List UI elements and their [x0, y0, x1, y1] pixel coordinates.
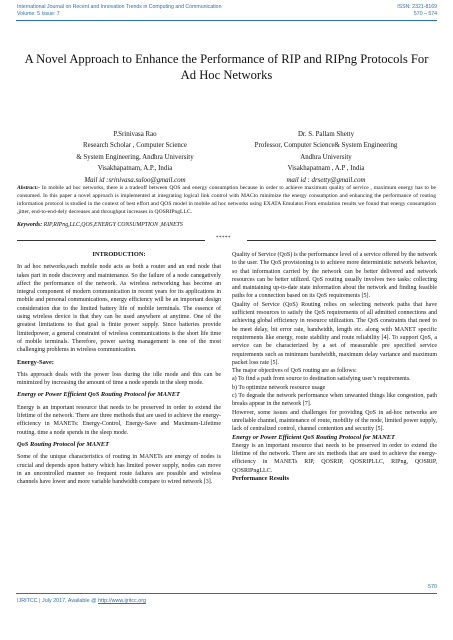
author-email[interactable]: Mail id :srinivasa.suloo@gmail.com	[84, 176, 186, 184]
footer-link[interactable]: http://www.ijritcc.org	[98, 598, 147, 604]
footer	[17, 598, 146, 604]
page-number: 570	[428, 584, 437, 590]
abstract-label: Abstract:-	[17, 185, 40, 191]
author-email[interactable]: mail id : drsetty@gmail.com	[286, 176, 366, 184]
left-column	[17, 251, 221, 490]
author-name: Dr. S. Pallam Shetty	[297, 131, 355, 138]
objective-a: a) To find a path from source to destination satisfying user’s requirements.	[232, 376, 411, 383]
journal-volume: Volume: 5 Issue: 7	[17, 11, 60, 17]
introduction-paragraph: In ad hoc networks,each mobile node acts as both a router and an end node that takes part in node discovery and maintenance. So the failure of a node canegatively affect the performance of the network. As wireless networking has become an integral component of modern communication in recent years for its applications in mobile and personal communications, energy efficiency will be an important design consideration due to the limited battery life of mobile terminals. The essence of using wireless device is that they can be used anywhere at anytime. One of the greatest limitations to that goal is finite power supply. Since batteries provide limitedpower, a general constraint of wireless communications is the short life time of mobile terminals. Therefore, power saving management is one of the most challenging problems in wireless communication.	[17, 264, 221, 354]
separator-line-right	[247, 240, 436, 241]
paper-title: A Novel Approach to Enhance the Performance of RIP and RIPng Protocols For Ad Hoc Networks	[24, 52, 429, 82]
performance-results-heading: Performance Results	[232, 475, 289, 483]
author-dept: Andhra University	[300, 153, 352, 161]
energy-qos-paragraph: Energy is an important resource that needs to be preserved in order to extend the lifetime of the network. There are six methods that are used to achieve the energy-efficiency in MANETs RIP, QOSRIP, QOSRIPLLC, RIPng, QOSRIP, QOSRIPngLLC.	[232, 442, 437, 474]
author-dept: & System Engineering, Andhra University	[76, 153, 194, 161]
right-column	[232, 251, 437, 483]
qos-routing-paragraph: Quality of Service (QoS) Routing relies on selecting network paths that have sufficient resources to satisfy the QoS requirements of all admitted connections and achieving global efficiency in resource utilization. The QoS constraints that need to be meet delay, bit error rate, bandwidth, length etc. along with MANET specific requirements like energy, route stability and route reliability [4]. To support QoS, a service can be characterized by a set of measurable pre specified service requirements such as minimum bandwidth, maximum delay variance and maximum packet loss rate [5].	[232, 301, 437, 366]
author-city: Visakhapatnam , A.P , India	[287, 165, 365, 173]
keywords-text: RIP,RIPng,LLC,QOS,ENERGY CONSUMPTION ,MANETS	[42, 222, 183, 228]
abstract-text: In mobile ad hoc networks, there is a tradeoff between QOS and energy consumption because in order to achieve maximum quality of service , maximum energy has to be consumed. In this paper a novel approach is implemented at integrating logical link control with MACto minimize the energy consumption and enhancing the performance of routing information protocol is studied in the context of best effort and QOS model in mobile ad hoc networks using EXATA Emulator.From emulation results we found that energy consumption ,jitter, end-to-end-dely decreases and throughput increases in QOSRIPngLLC.	[17, 185, 436, 215]
qos-definition-paragraph: Quality of Service (QoS) is the performance level of a service offered by the network to the user. The QoS provisioning is to achieve more deterministic network behavior, so that information carried by the network can be better delivered and network resources can be better utilized. QoS routing usually involves two tasks: collecting and maintaining up-to-date state information about the network and finding feasible paths for a connection based on its QoS requirements [5].	[232, 252, 437, 300]
abstract	[17, 184, 436, 216]
footer-text: IJRITCC | July 2017, Available @	[17, 598, 99, 604]
keywords-label: Keywords:	[17, 222, 43, 228]
qos-routing-heading: QoS Routing Protocol for MANET	[17, 440, 109, 448]
journal-issn: ISSN: 2321-8169	[397, 4, 437, 10]
objective-b: b) To optimize network resource usage	[232, 384, 326, 391]
author-block-2	[236, 129, 416, 186]
energy-save-paragraph: This approach deals with the power loss during the idle mode and this can be minimized by increasing the amount of time a node spends in the sleep mode.	[17, 371, 221, 387]
objectives-intro: The major objectives of QoS routing are as follows:	[232, 368, 357, 375]
energy-qos-heading: Energy or Power Efficient QoS Routing Protocol for MANET	[17, 391, 180, 399]
objective-c: c) To degrade the network performance when unwanted things like congestion, path breaks appear in the network [7].	[232, 393, 437, 408]
journal-pages: 570 – 574	[413, 11, 437, 17]
introduction-heading: INTRODUCTION:	[92, 251, 146, 258]
energy-save-heading: Energy-Save:	[17, 358, 54, 366]
author-role: Research Scholar , Computer Science	[83, 142, 187, 150]
author-city: Visakhapatnam, A.P., India	[97, 165, 173, 173]
challenges-paragraph: However, some issues and challenges for providing QoS in ad-hoc networks are unreliable channel, maintenance of route, mobility of the node, limited power supply, lack of centralized control, channel contention and security [5].	[232, 409, 437, 433]
separator-line-left	[17, 240, 205, 241]
author-block-1	[45, 129, 225, 186]
qos-routing-paragraph: Some of the unique characteristics of routing in MANETs are energy of nodes is crucial and depends upon battery which has limited power supply, nodes can move in an uncontrolled manner so frequent route failures are possible and wireless channels have lower and more variable bandwidth compare to wired network [3].	[17, 454, 221, 486]
separator-stars: *****	[216, 236, 231, 241]
footer-rule	[16, 593, 437, 594]
journal-header-right	[397, 4, 437, 18]
section-separator	[17, 237, 436, 245]
energy-qos-heading: Energy or Power Efficient QoS Routing Protocol for MANET	[232, 433, 395, 441]
energy-qos-paragraph: Energy is an important resource that needs to be preserved in order to extend the lifetime of the network. There are three methods that are used to achieve the energy-efficiency in MANETs: Energy-Control, Energy-Save and Maximum-Lifetime routing. time a node spends in the sleep mode.	[17, 404, 221, 436]
header-rule	[16, 20, 437, 21]
keywords	[17, 221, 436, 229]
journal-header	[17, 4, 221, 18]
author-role: Professor, Computer Science& System Engineering	[254, 142, 398, 150]
author-name: P.Srinivasa Rao	[113, 131, 157, 138]
journal-name: International Journal on Recent and Innovation Trends in Computing and Communication	[17, 4, 222, 10]
